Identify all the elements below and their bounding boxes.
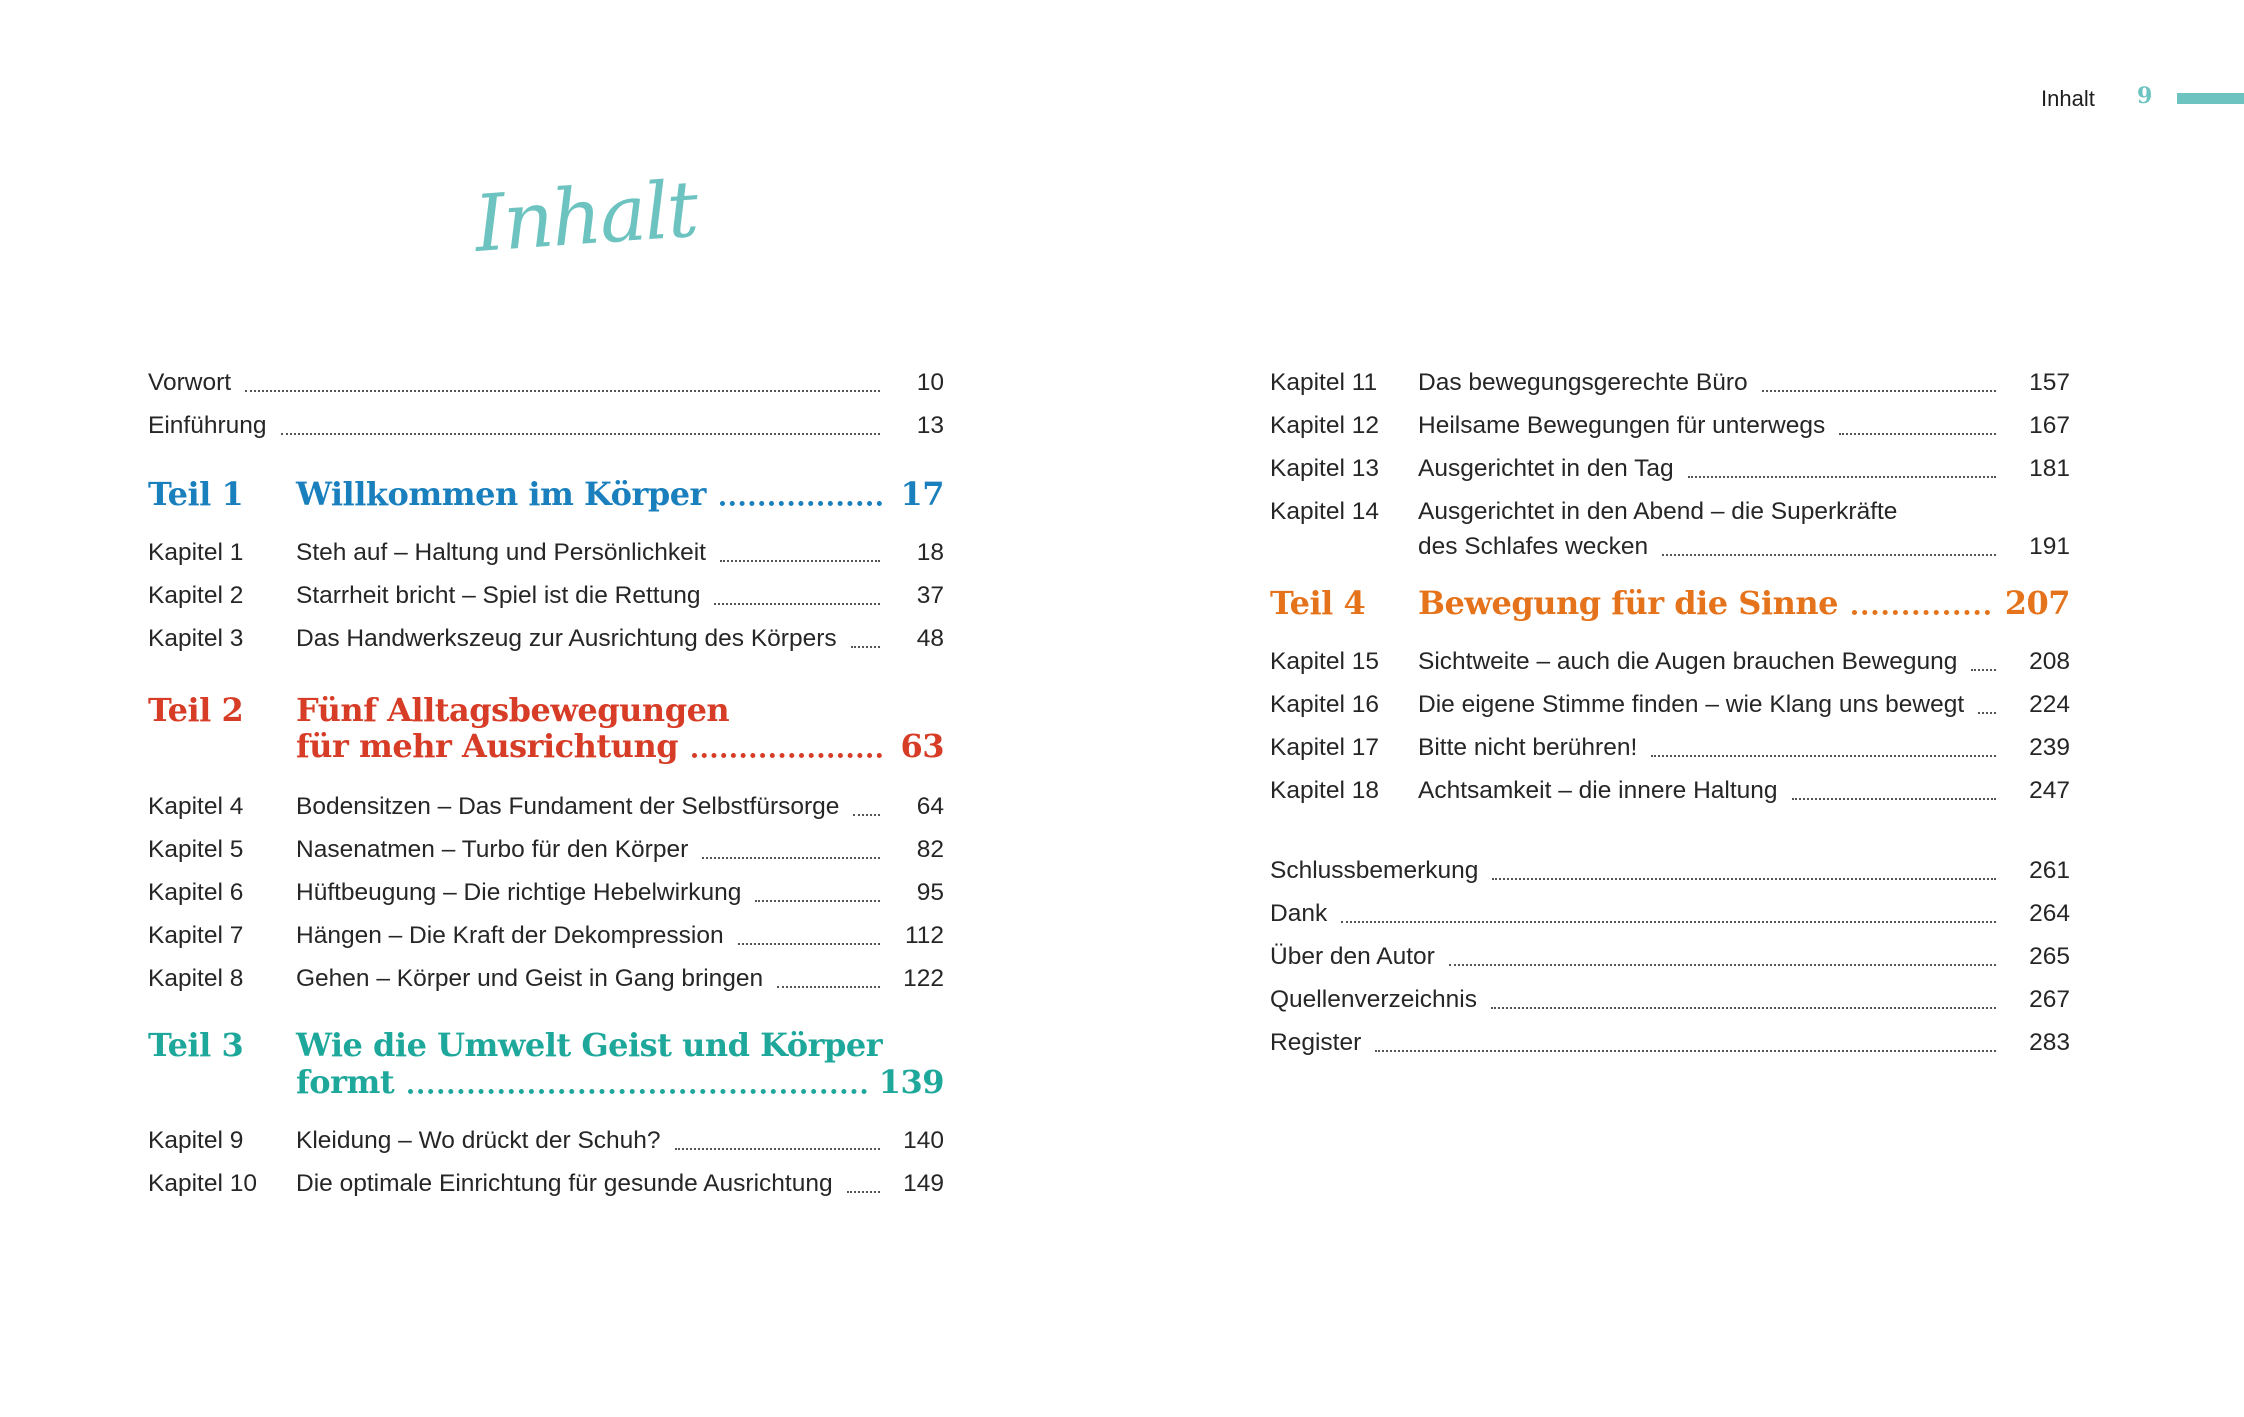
toc-entry-kapitel-16[interactable]: [1270, 677, 2070, 717]
chapter-page: 208: [2029, 647, 2070, 675]
leader-dots: [408, 1089, 867, 1094]
chapter-page: 239: [2029, 733, 2070, 761]
leader-dots: [245, 390, 880, 392]
chapter-title: des Schlafes wecken: [1418, 532, 1649, 560]
toc-part-2[interactable]: [148, 727, 944, 765]
leader-dots: [853, 814, 880, 816]
toc-entry-kapitel-1[interactable]: [148, 525, 944, 565]
chapter-page: 181: [2029, 454, 2070, 482]
toc-part-3-title-line1: [148, 1026, 883, 1064]
chapter-label: Kapitel 9: [148, 1126, 244, 1154]
chapter-page: 48: [916, 624, 944, 652]
part-label: Teil 4: [1270, 584, 1366, 622]
part-label: Teil 1: [148, 475, 244, 513]
leader-dots: [1449, 964, 1996, 966]
toc-entry-einfuehrung[interactable]: [148, 398, 944, 438]
toc-entry-register[interactable]: [1270, 1015, 2070, 1055]
part-page: 63: [900, 727, 944, 765]
part-title: Bewegung für die Sinne: [1418, 584, 1838, 622]
leader-dots: [1839, 433, 1996, 435]
part-title: Wie die Umwelt Geist und Körper: [296, 1026, 883, 1064]
chapter-page: 95: [916, 878, 944, 906]
chapter-title: Starrheit bricht – Spiel ist die Rettung: [296, 581, 701, 609]
toc-part-2-title-line1: [148, 691, 730, 729]
leader-dots: [1341, 921, 1996, 923]
page-number: 9: [2137, 83, 2153, 109]
entry-title: Register: [1270, 1028, 1362, 1056]
toc-entry-kapitel-14-line1[interactable]: [1270, 484, 2070, 524]
chapter-title: Hängen – Die Kraft der Dekompression: [296, 921, 724, 949]
header-accent-bar: [2177, 93, 2244, 104]
leader-dots: [1762, 390, 1996, 392]
chapter-label: Kapitel 6: [148, 878, 244, 906]
entry-page: 13: [916, 411, 944, 439]
chapter-page: 37: [916, 581, 944, 609]
toc-entry-ueber-den-autor[interactable]: [1270, 929, 2070, 969]
toc-part-3[interactable]: [148, 1063, 944, 1101]
chapter-page: 157: [2029, 368, 2070, 396]
chapter-page: 18: [916, 538, 944, 566]
toc-entry-vorwort[interactable]: [148, 355, 944, 395]
chapter-label: Kapitel 8: [148, 964, 244, 992]
leader-dots: [847, 1191, 880, 1193]
leader-dots: [1792, 798, 1996, 800]
chapter-label: Kapitel 16: [1270, 690, 1379, 718]
toc-entry-kapitel-12[interactable]: [1270, 398, 2070, 438]
chapter-title: Bitte nicht berühren!: [1418, 733, 1638, 761]
chapter-title: Ausgerichtet in den Abend – die Superkräfte: [1418, 497, 1898, 525]
leader-dots: [281, 433, 880, 435]
leader-dots: [1688, 476, 1996, 478]
leader-dots: [777, 986, 880, 988]
leader-dots: [1492, 878, 1996, 880]
part-title: für mehr Ausrichtung: [296, 727, 679, 765]
toc-entry-schlussbemerkung[interactable]: [1270, 843, 2070, 883]
chapter-label: Kapitel 10: [148, 1169, 257, 1197]
chapter-label: Kapitel 17: [1270, 733, 1379, 761]
entry-title: Vorwort: [148, 368, 232, 396]
entry-page: 283: [2029, 1028, 2070, 1056]
chapter-title: Hüftbeugung – Die richtige Hebelwirkung: [296, 878, 742, 906]
leader-dots: [1491, 1007, 1996, 1009]
part-page: 17: [900, 475, 944, 513]
entry-page: 261: [2029, 856, 2070, 884]
chapter-page: 167: [2029, 411, 2070, 439]
toc-entry-kapitel-6[interactable]: [148, 865, 944, 905]
chapter-title: Die optimale Einrichtung für gesunde Ausrichtung: [296, 1169, 833, 1197]
entry-page: 264: [2029, 899, 2070, 927]
chapter-title: Steh auf – Haltung und Persönlichkeit: [296, 538, 706, 566]
chapter-page: 247: [2029, 776, 2070, 804]
entry-page: 265: [2029, 942, 2070, 970]
leader-dots: [1375, 1050, 1996, 1052]
entry-title: Einführung: [148, 411, 267, 439]
leader-dots: [720, 501, 882, 506]
part-page: 207: [2004, 584, 2070, 622]
chapter-title: Bodensitzen – Das Fundament der Selbstfürsorge: [296, 792, 840, 820]
chapter-page: 140: [903, 1126, 944, 1154]
leader-dots: [692, 753, 882, 758]
chapter-page: 224: [2029, 690, 2070, 718]
toc-part-4[interactable]: [1270, 584, 2070, 622]
chapter-page: 64: [916, 792, 944, 820]
leader-dots: [720, 560, 880, 562]
chapter-title: Das bewegungsgerechte Büro: [1418, 368, 1748, 396]
part-title: formt: [296, 1063, 395, 1101]
chapter-title: Sichtweite – auch die Augen brauchen Bewegung: [1418, 647, 1958, 675]
toc-entry-kapitel-11[interactable]: [1270, 355, 2070, 395]
toc-entry-kapitel-10[interactable]: [148, 1156, 944, 1196]
toc-entry-kapitel-18[interactable]: [1270, 763, 2070, 803]
entry-title: Quellenverzeichnis: [1270, 985, 1477, 1013]
part-title: Willkommen im Körper: [296, 475, 706, 513]
entry-title: Über den Autor: [1270, 942, 1435, 970]
chapter-title: Kleidung – Wo drückt der Schuh?: [296, 1126, 661, 1154]
chapter-label: Kapitel 13: [1270, 454, 1379, 482]
part-page: 139: [878, 1063, 944, 1101]
running-title: Inhalt: [2041, 86, 2095, 111]
leader-dots: [1651, 755, 1996, 757]
toc-entry-kapitel-2[interactable]: [148, 568, 944, 608]
entry-title: Schlussbemerkung: [1270, 856, 1479, 884]
toc-entry-kapitel-14[interactable]: [1270, 519, 2070, 559]
leader-dots: [1662, 554, 1996, 556]
toc-entry-kapitel-15[interactable]: [1270, 634, 2070, 674]
toc-entry-kapitel-13[interactable]: [1270, 441, 2070, 481]
leader-dots: [714, 603, 880, 605]
leader-dots: [675, 1148, 880, 1150]
toc-entry-kapitel-7[interactable]: [148, 908, 944, 948]
leader-dots: [702, 857, 880, 859]
toc-entry-dank[interactable]: [1270, 886, 2070, 926]
chapter-title: Gehen – Körper und Geist in Gang bringen: [296, 964, 764, 992]
toc-part-1[interactable]: [148, 475, 944, 513]
part-label: Teil 2: [148, 691, 244, 729]
chapter-page: 112: [904, 921, 944, 949]
toc-entry-kapitel-5[interactable]: [148, 822, 944, 862]
chapter-label: Kapitel 14: [1270, 497, 1379, 525]
page-title: Inhalt: [471, 164, 700, 270]
entry-page: 267: [2029, 985, 2070, 1013]
chapter-label: Kapitel 15: [1270, 647, 1379, 675]
chapter-label: Kapitel 18: [1270, 776, 1379, 804]
leader-dots: [755, 900, 880, 902]
chapter-label: Kapitel 11: [1270, 368, 1378, 396]
chapter-page: 122: [903, 964, 944, 992]
chapter-label: Kapitel 5: [148, 835, 244, 863]
chapter-title: Nasenatmen – Turbo für den Körper: [296, 835, 689, 863]
chapter-title: Heilsame Bewegungen für unterwegs: [1418, 411, 1826, 439]
chapter-label: Kapitel 12: [1270, 411, 1379, 439]
chapter-title: Achtsamkeit – die innere Haltung: [1418, 776, 1778, 804]
leader-dots: [1978, 712, 1996, 714]
chapter-page: 191: [2029, 532, 2070, 560]
toc-entry-kapitel-4[interactable]: [148, 779, 944, 819]
toc-entry-kapitel-8[interactable]: [148, 951, 944, 991]
chapter-label: Kapitel 7: [148, 921, 244, 949]
chapter-label: Kapitel 4: [148, 792, 244, 820]
chapter-title: Das Handwerkszeug zur Ausrichtung des Körpers: [296, 624, 837, 652]
chapter-page: 149: [903, 1169, 944, 1197]
chapter-title: Ausgerichtet in den Tag: [1418, 454, 1674, 482]
leader-dots: [851, 646, 880, 648]
toc-entry-kapitel-17[interactable]: [1270, 720, 2070, 760]
entry-title: Dank: [1270, 899, 1328, 927]
toc-entry-kapitel-3[interactable]: [148, 611, 944, 651]
leader-dots: [738, 943, 880, 945]
toc-entry-quellenverzeichnis[interactable]: [1270, 972, 2070, 1012]
chapter-label: Kapitel 2: [148, 581, 244, 609]
chapter-label: Kapitel 3: [148, 624, 244, 652]
toc-entry-kapitel-9[interactable]: [148, 1113, 944, 1153]
part-title: Fünf Alltagsbewegungen: [296, 691, 730, 729]
entry-page: 10: [916, 368, 944, 396]
chapter-label: Kapitel 1: [148, 538, 244, 566]
leader-dots: [1971, 669, 1996, 671]
leader-dots: [1852, 610, 1990, 615]
part-label: Teil 3: [148, 1026, 244, 1064]
chapter-title: Die eigene Stimme finden – wie Klang uns bewegt: [1418, 690, 1965, 718]
chapter-page: 82: [916, 835, 944, 863]
